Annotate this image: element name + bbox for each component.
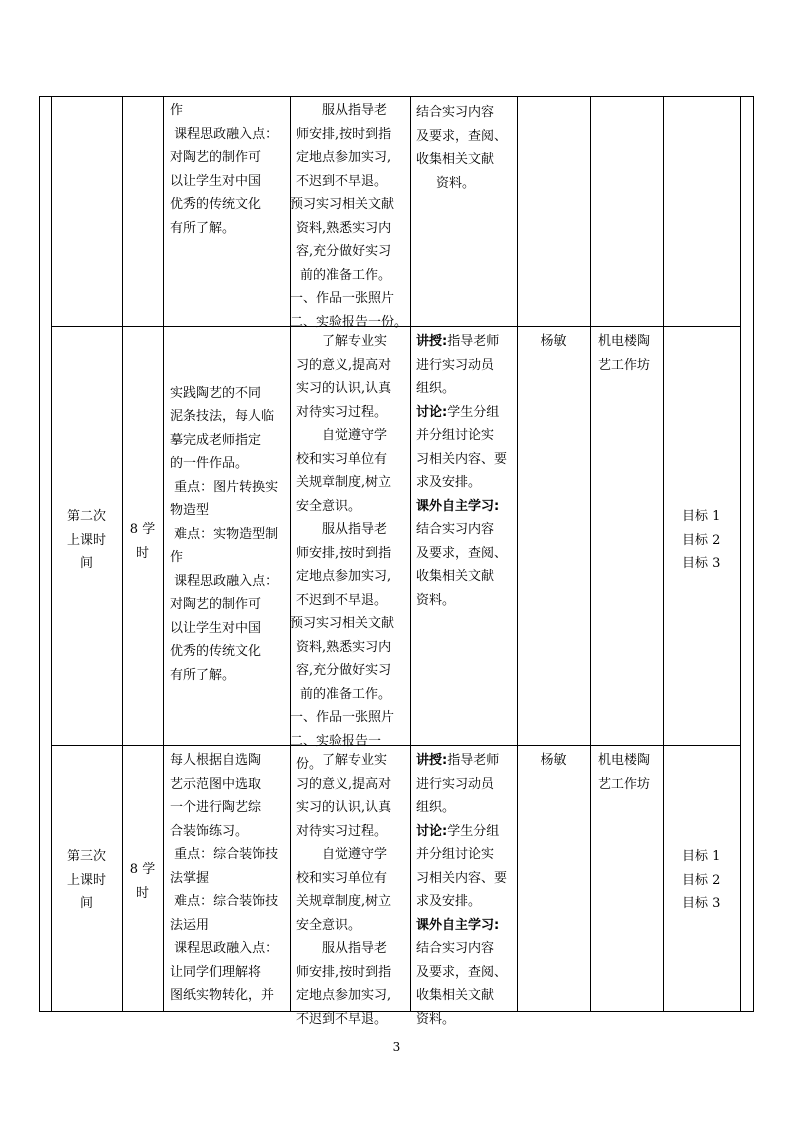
content-line: 难点：实物造型制 — [170, 526, 279, 542]
requirements-line: 自觉遵守学 — [322, 428, 388, 443]
methods-line — [416, 890, 507, 914]
methods-line — [416, 961, 507, 985]
content-line: 课程思政融入点： — [170, 126, 279, 142]
requirements-line: 前的准备工作。 — [300, 267, 392, 283]
method-label: 讲授: — [416, 753, 448, 768]
method-label: 讨论: — [416, 404, 448, 420]
methods-line — [416, 542, 507, 566]
requirements-line: 实习的认识,认真 — [296, 381, 392, 396]
content-line: 让同学们理解将 — [170, 964, 262, 980]
methods-line — [416, 796, 507, 820]
requirements-line: 安全意识。 — [296, 498, 362, 514]
goals-line: 目标 2 — [682, 532, 721, 548]
requirements-line: 份。 — [296, 757, 323, 772]
hours-cell — [122, 858, 163, 905]
method-text: 结合实习内容 — [416, 941, 495, 956]
methods-line — [416, 495, 507, 519]
goals-line: 目标 3 — [682, 556, 721, 571]
requirements-line: 不迟到不早退。 — [296, 173, 388, 189]
content-line: 艺示范图中选取 — [170, 776, 262, 792]
teacher-cell — [517, 749, 590, 773]
session-line: 上课时 — [66, 872, 106, 888]
content-line: 法运用 — [170, 917, 210, 933]
location-line: 机电楼陶 — [598, 753, 651, 768]
content-line: 法掌握 — [170, 870, 210, 886]
content-line: 课程思政融入点： — [170, 573, 279, 589]
requirements-line: 一、作品一张照片 — [290, 291, 395, 306]
content-line: 以让学生对中国 — [170, 173, 262, 189]
requirements-line: 关规章制度,树立 — [296, 475, 392, 490]
method-text: 组织。 — [416, 381, 456, 396]
location-cell — [598, 749, 650, 796]
methods-cell — [416, 101, 507, 195]
requirements-line: 预习实习相关文献 — [290, 197, 395, 212]
requirements-line: 不迟到不早退。 — [296, 1011, 388, 1027]
requirements-line: 一、作品一张照片 — [290, 710, 395, 725]
content-line: 重点：图片转换实 — [170, 479, 279, 495]
requirements-line: 定地点参加实习, — [296, 569, 392, 584]
content-line: 课程思政融入点： — [170, 941, 279, 956]
requirements-line: 了解专业实 — [322, 334, 388, 349]
method-text: 及要求，查阅、 — [416, 964, 508, 980]
content-line: 优秀的传统文化 — [170, 644, 262, 659]
location-line: 机电楼陶 — [598, 334, 651, 349]
method-text: 求及安排。 — [416, 475, 482, 490]
content-line: 重点：综合装饰技 — [170, 847, 279, 862]
requirements-line: 校和实习单位有 — [296, 870, 388, 886]
session-cell — [51, 505, 122, 576]
content-cell — [170, 749, 278, 1008]
methods-line — [416, 330, 507, 354]
method-text: 并分组讨论实 — [416, 847, 495, 862]
requirements-line: 服从指导老 — [322, 522, 388, 537]
requirements-line: 资料,熟悉实习内 — [296, 639, 392, 655]
methods-cell — [416, 749, 507, 1031]
methods-line — [416, 867, 507, 891]
methods-line — [416, 820, 507, 844]
requirements-line: 容,充分做好实习 — [296, 663, 392, 678]
method-text: 求及安排。 — [416, 894, 482, 909]
requirements-line: 前的准备工作。 — [300, 686, 392, 702]
methods-line — [416, 401, 507, 425]
goals-line: 目标 3 — [682, 896, 721, 911]
requirements-line: 了解专业实 — [322, 753, 388, 768]
method-label: 课外自主学习: — [416, 498, 500, 514]
requirements-cell — [290, 749, 410, 1031]
goals-line: 目标 1 — [682, 849, 721, 864]
method-text: 资料。 — [416, 592, 456, 608]
requirements-line: 资料,熟悉实习内 — [296, 220, 392, 236]
methods-line: 收集相关文献 — [416, 152, 495, 167]
methods-cell — [416, 330, 507, 612]
method-text: 收集相关文献 — [416, 569, 495, 584]
methods-line — [416, 377, 507, 401]
teacher-name: 杨敏 — [540, 753, 567, 768]
content-line: 对陶艺的制作可 — [170, 150, 262, 165]
method-text: 习相关内容、要 — [416, 870, 508, 886]
methods-line — [416, 424, 507, 448]
hours-cell — [122, 518, 163, 565]
content-line: 对陶艺的制作可 — [170, 597, 262, 612]
teacher-cell — [517, 330, 590, 354]
method-text: 结合实习内容 — [416, 522, 495, 537]
requirements-line: 师安排,按时到指 — [296, 126, 392, 142]
content-line: 难点：综合装饰技 — [170, 894, 279, 909]
requirements-line: 服从指导老 — [322, 103, 388, 118]
methods-line — [416, 843, 507, 867]
content-line — [170, 358, 278, 382]
methods-line: 结合实习内容 — [416, 105, 495, 120]
requirements-line: 二、实验报告一 — [290, 733, 382, 749]
requirements-cell — [290, 99, 410, 334]
session-line: 第三次 — [66, 849, 106, 864]
hours-line: 时 — [135, 885, 149, 901]
requirements-line: 自觉遵守学 — [322, 847, 388, 862]
requirements-line: 实习的认识,认真 — [296, 800, 392, 815]
requirements-line: 对待实习过程。 — [296, 823, 388, 839]
requirements-line: 定地点参加实习, — [296, 988, 392, 1003]
requirements-line: 师安排,按时到指 — [296, 964, 392, 980]
content-line: 一个进行陶艺综 — [170, 800, 262, 815]
requirements-line: 容,充分做好实习 — [296, 244, 392, 259]
content-line: 有所了解。 — [170, 220, 236, 236]
requirements-line: 关规章制度,树立 — [296, 894, 392, 909]
method-text: 学生分组 — [447, 823, 500, 839]
content-line: 每人根据自选陶 — [170, 753, 262, 768]
requirements-line: 预习实习相关文献 — [290, 616, 395, 631]
location-line: 艺工作坊 — [598, 776, 651, 792]
method-text: 并分组讨论实 — [416, 428, 495, 443]
methods-line — [416, 354, 507, 378]
requirements-line: 安全意识。 — [296, 917, 362, 933]
method-text: 习相关内容、要 — [416, 451, 508, 467]
session-line: 上课时 — [66, 532, 106, 548]
goals-line: 目标 2 — [682, 872, 721, 888]
content-line: 有所了解。 — [170, 667, 236, 683]
content-line: 作 — [170, 103, 184, 118]
location-line: 艺工作坊 — [598, 357, 651, 373]
hours-line: 8 学 — [129, 522, 156, 537]
method-label: 讲授: — [416, 334, 448, 349]
requirements-cell — [290, 330, 410, 777]
content-cell — [170, 99, 278, 240]
content-line: 作 — [170, 550, 184, 565]
method-text: 进行实习动员 — [416, 357, 495, 373]
content-cell — [170, 358, 278, 687]
methods-line — [416, 914, 507, 938]
requirements-line: 习的意义,提高对 — [296, 776, 392, 792]
method-label: 讨论: — [416, 823, 448, 839]
method-text: 指导老师 — [447, 753, 500, 768]
hours-line: 时 — [135, 545, 149, 561]
methods-line — [416, 1008, 507, 1032]
methods-line — [416, 749, 507, 773]
content-line: 实践陶艺的不同 — [170, 385, 262, 401]
methods-line: 资料。 — [436, 175, 476, 191]
requirements-line: 定地点参加实习, — [296, 150, 392, 165]
session-cell — [51, 845, 122, 916]
method-text: 收集相关文献 — [416, 988, 495, 1003]
content-line: 的一件作品。 — [170, 456, 249, 471]
method-text: 学生分组 — [447, 404, 500, 420]
methods-line: 及要求，查阅、 — [416, 128, 508, 144]
content-line: 摹完成老师指定 — [170, 432, 262, 448]
methods-line — [416, 589, 507, 613]
session-line: 第二次 — [66, 509, 106, 524]
goals-cell — [682, 845, 720, 916]
methods-line — [416, 984, 507, 1008]
content-line: 泥条技法，每人临 — [170, 409, 275, 424]
requirements-line: 二、实验报告一份。 — [290, 314, 408, 330]
method-text: 组织。 — [416, 800, 456, 815]
goals-line: 目标 1 — [682, 509, 721, 524]
session-line: 间 — [79, 556, 93, 571]
content-line: 物造型 — [170, 503, 210, 518]
requirements-line: 师安排,按时到指 — [296, 545, 392, 561]
requirements-line: 校和实习单位有 — [296, 451, 388, 467]
content-line: 合装饰练习。 — [170, 823, 249, 839]
method-label: 课外自主学习: — [416, 917, 500, 933]
method-text: 资料。 — [416, 1011, 456, 1027]
requirements-line: 习的意义,提高对 — [296, 357, 392, 373]
content-line: 以让学生对中国 — [170, 620, 262, 636]
method-text: 进行实习动员 — [416, 776, 495, 792]
content-line: 优秀的传统文化 — [170, 197, 262, 212]
content-line: 图纸实物转化，并 — [170, 988, 275, 1003]
requirements-line: 服从指导老 — [322, 941, 388, 956]
session-line: 间 — [79, 896, 93, 911]
methods-line — [416, 565, 507, 589]
location-cell — [598, 330, 650, 377]
methods-line — [416, 471, 507, 495]
goals-cell — [682, 505, 720, 576]
page-number: 3 — [392, 1040, 401, 1054]
methods-line — [416, 773, 507, 797]
method-text: 及要求，查阅、 — [416, 545, 508, 561]
method-text: 指导老师 — [447, 334, 500, 349]
methods-line — [416, 518, 507, 542]
requirements-line: 不迟到不早退。 — [296, 592, 388, 608]
requirements-line: 对待实习过程。 — [296, 404, 388, 420]
methods-line — [416, 448, 507, 472]
hours-line: 8 学 — [129, 862, 156, 877]
teacher-name: 杨敏 — [540, 334, 567, 349]
methods-line — [416, 937, 507, 961]
